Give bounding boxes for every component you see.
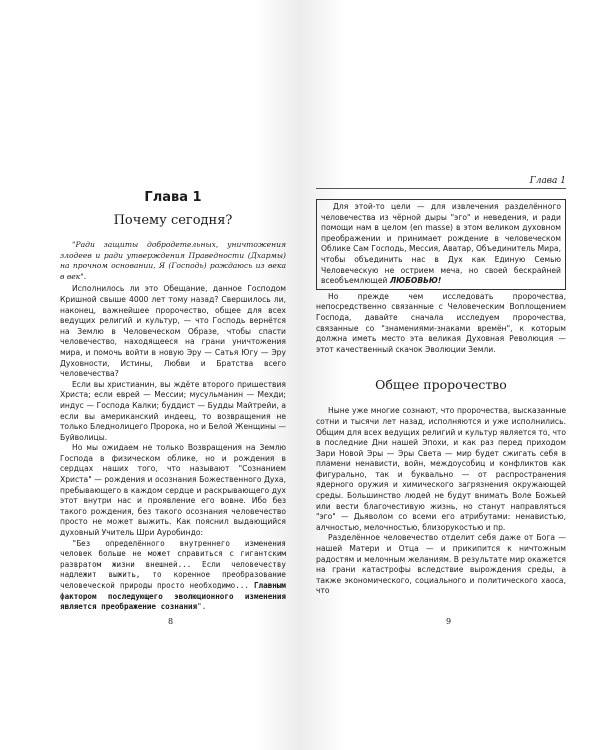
paragraph-2: Если вы христианин, вы ждёте второго пришествия Христа; если еврей — Мессии; мусульманин — Мехди; индус — Господа Калки; буддист — Будды Майтрейи, а если вы американский индеец, то возвращения не только Бледнолицего Пророка, но и Белой Женщины — Буйволицы.	[60, 379, 287, 442]
epigraph: "Ради защиты добродетельных, уничтожения злодеев и ради утверждения Праведности (Дхармы) на прочном основании, Я (Господь) рождаюсь из века в век".	[60, 240, 286, 281]
paragraph-r1: Ныне уже многие сознают, что пророчества, высказанные сотни и тысячи лет назад, исполняются и уже исполнились. Общим для всех ведущих религий и культур является то, что в последние Дни нашей Эпохи, и как раз перед приходом Зари Новой Эры — Эры Света — мир будет сжигать себя в пламени ненависти, войн, междоусобиц и конфликтов как фигурально, так и буквально — от распространения ядерного оружия и химического загрязнения окружающей среды. Большинство людей не будут внимать Воле Божьей или вести благочестивую жизнь, но станут направляться "эго" — Дьяволом со всеми его атрибутами: ненавистью, алчностью, мелочностью, близорукостью и пр.	[316, 406, 566, 532]
boxed-text	[316, 199, 566, 290]
paragraph-1: Исполнилось ли это Обещание, данное Господом Кришной свыше 4000 лет тому назад? Свершилось ли, наконец, важнейшее пророчество, общее для всех ведущих религий и культур, — что Господь вернётся на Землю в Человеческом Образе, чтобы спасти человечество, находящееся на грани уничтожения мира, и помочь войти в новую Эру — Сатья Югу — Эру Духовности, Истины, Любви и Братства всего человечества?	[60, 284, 286, 379]
boxed-text-bold: ЛЮБОВЬЮ!	[389, 276, 442, 286]
running-head: Глава 1	[316, 176, 566, 189]
paragraph-r2: Разделённое человечество отделит себя даже от Бога — нашей Матери и Отца — и прикипится к ничтожным радостям и мелочным желаниям. В результате мир окажется на грани катастрофы вследствие вырождения среды, а также экономического, социального и политического хаоса, что	[316, 533, 566, 596]
quote-bold: Главным фактором последующего эволюционного изменения является преображение сознания	[60, 581, 286, 612]
paragraph-3: Но мы ожидаем не только Возвращения на Землю Господа в физическом облике, но и рождения в сердцах наших того, что называют "Сознанием Христа" — рождения и осознания Божественного Духа, пребывающего в каждом сердце и раскрывающего дух этот внутри нас и проявление его вовне. Ибо без такого рождения, без такого осознания человечество просто не может выжить. Как пояснил выдающийся духовный Учитель Шри Ауробиндо:	[60, 443, 286, 538]
boxed-text-main: Для этой-то цели — для извлечения разделённого человечества из чёрной дыры "эго" и неведения, и ради помощи нам в целом (en masse) в этом великом духовном преображении и принимает рождение в человеческом Облике Сам Господь, Мессия, Аватар, Объединитель Мира, чтобы объединить нас в Дух как Единую Семью Человеческую не острием меча, но своей бескрайней всеобъемлющей	[321, 202, 561, 286]
aurobindo-quote	[60, 539, 286, 613]
paragraph-after-box: Но прежде чем исследовать пророчества, непосредственно связанные с Человеческим Воплощением Господа, давайте сначала исследуем пророчества, связанные со "знамениями-знаками времён", к которым должна иметь место эта великая Духовная Революция — этот качественный скачок Эволюции Земли.	[316, 291, 566, 354]
page-number-left: 8	[168, 617, 174, 626]
page-number-right: 9	[446, 617, 452, 626]
quote-end: ".	[197, 602, 207, 612]
right-page	[300, 0, 600, 750]
section-title: Общее пророчество	[375, 377, 507, 393]
quote-text: "Без определённого внутреннего изменения человек больше не может справиться с гигантским развратом жизни внешней... Если человечеству надлежит выжить, то коренное преобразование человеческой природы просто необходимо...	[60, 538, 286, 590]
chapter-label: Глава 1	[144, 190, 202, 205]
chapter-title: Почему сегодня?	[113, 213, 233, 228]
